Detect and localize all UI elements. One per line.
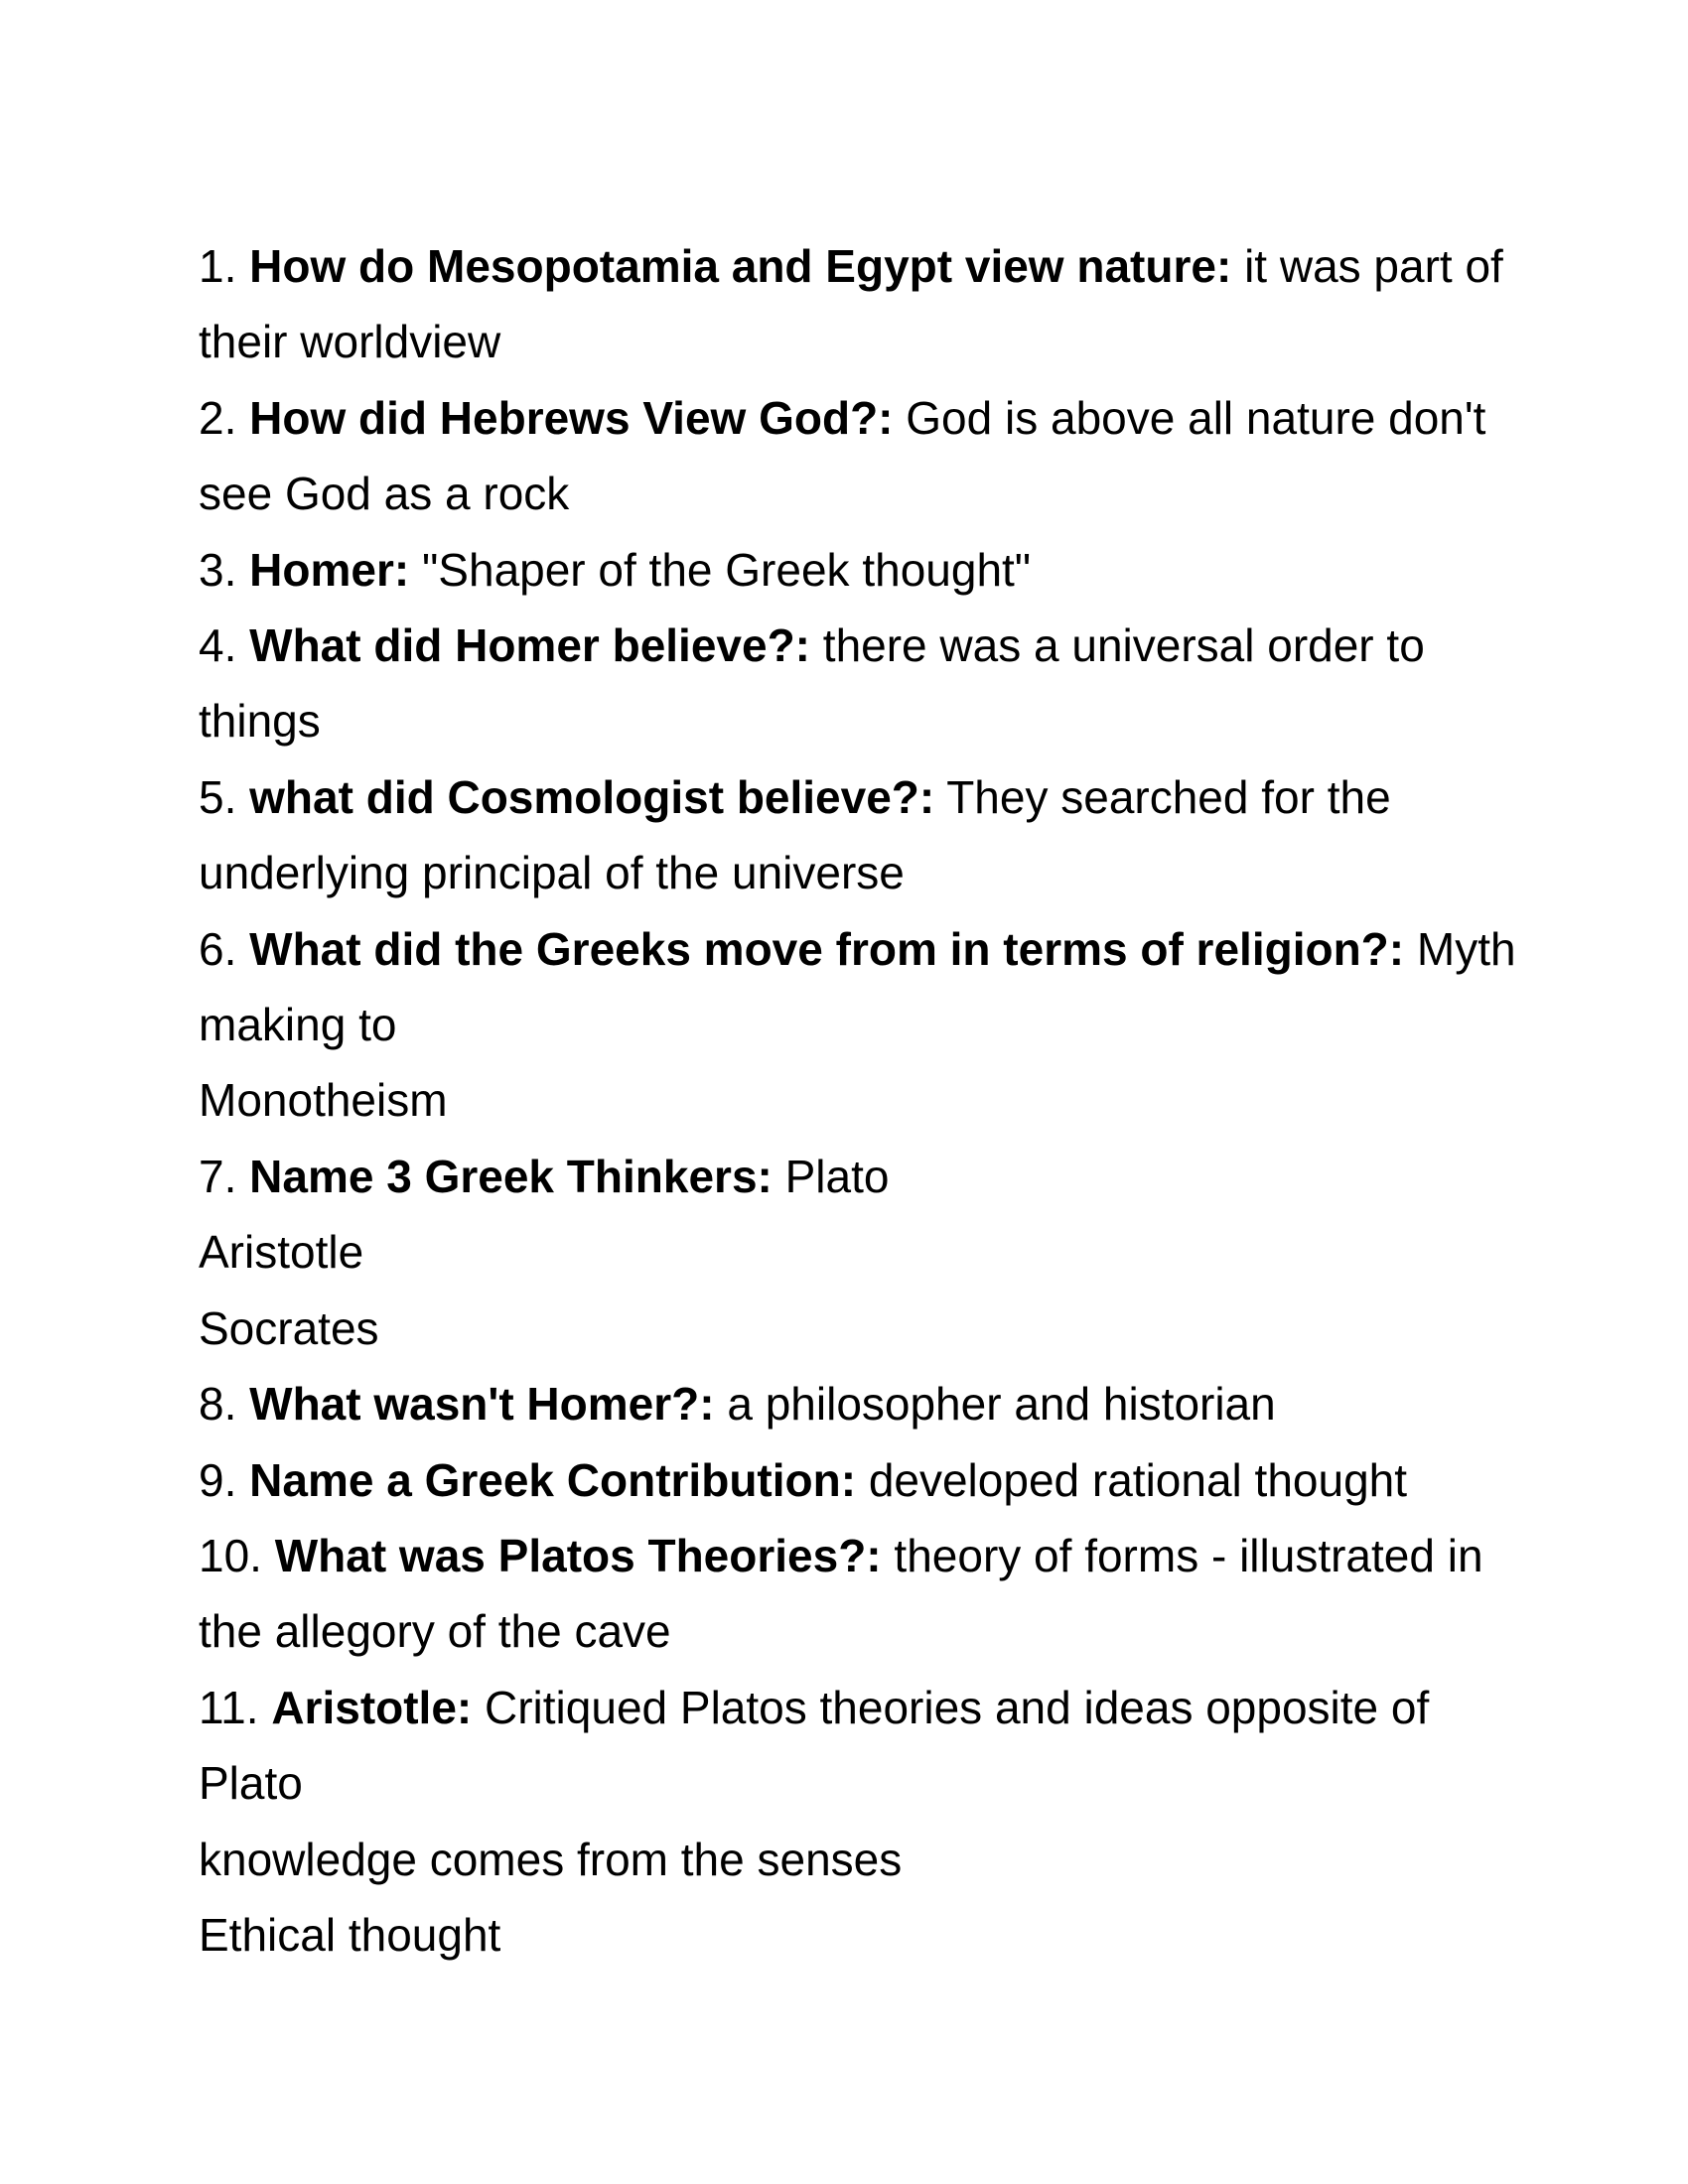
item-term: Name a Greek Contribution: [249, 1453, 857, 1506]
item-term: what did Cosmologist believe?: [249, 770, 935, 823]
item-10 [199, 1518, 1489, 1593]
item-number: 6. [199, 922, 237, 975]
item-number: 11. [199, 1681, 259, 1733]
item-2-continuation: see God as a rock [199, 468, 570, 520]
item-11 [199, 1670, 1489, 1745]
item-answer: a philosopher and historian [727, 1378, 1276, 1431]
item-answer: They searched for the [946, 770, 1391, 823]
item-number: 8. [199, 1378, 237, 1431]
item-1-continuation: their worldview [199, 316, 501, 368]
item-3 [199, 532, 1489, 608]
item-term: Aristotle: [271, 1681, 473, 1733]
item-term: How do Mesopotamia and Egypt view nature: [249, 240, 1232, 292]
item-4 [199, 608, 1489, 683]
item-term: What wasn't Homer?: [249, 1378, 715, 1431]
item-answer: theory of forms - illustrated in [894, 1529, 1483, 1581]
item-term: What was Platos Theories?: [274, 1529, 882, 1581]
item-number: 3. [199, 543, 237, 596]
item-answer: "Shaper of the Greek thought" [421, 543, 1032, 596]
item-term: How did Hebrews View God?: [249, 391, 894, 444]
item-number: 2. [199, 391, 237, 444]
item-number: 1. [199, 240, 237, 292]
item-5-continuation: underlying principal of the universe [199, 847, 905, 899]
item-11-continuation: Ethical thought [199, 1908, 501, 1961]
item-number: 7. [199, 1150, 237, 1202]
item-5 [199, 759, 1489, 835]
item-answer: God is above all nature don't [906, 391, 1486, 444]
study-notes [199, 228, 1516, 1973]
item-11-continuation: knowledge comes from the senses [199, 1833, 903, 1885]
item-7-continuation: Aristotle [199, 1226, 364, 1279]
item-2 [199, 380, 1489, 456]
item-term: What did Homer believe?: [249, 619, 811, 672]
item-number: 9. [199, 1453, 237, 1506]
item-7 [199, 1139, 1489, 1214]
item-6 [199, 911, 1516, 987]
item-answer: Myth [1416, 922, 1516, 975]
item-7-continuation: Socrates [199, 1301, 379, 1354]
item-6-continuation: making to [199, 999, 397, 1051]
item-9 [199, 1442, 1489, 1518]
item-8 [199, 1366, 1489, 1441]
item-number: 5. [199, 770, 237, 823]
item-number: 10. [199, 1529, 262, 1581]
item-answer: developed rational thought [868, 1453, 1408, 1506]
item-1 [199, 228, 1503, 304]
item-answer: there was a universal order to [822, 619, 1425, 672]
item-answer: it was part of [1244, 240, 1503, 292]
item-term: Homer: [249, 543, 410, 596]
item-number: 4. [199, 619, 237, 672]
item-answer: Plato [784, 1150, 890, 1202]
item-answer: Critiqued Platos theories and ideas opposite of [485, 1681, 1430, 1733]
item-term: What did the Greeks move from in terms of religion?: [249, 922, 1405, 975]
item-term: Name 3 Greek Thinkers: [249, 1150, 773, 1202]
item-4-continuation: things [199, 695, 321, 748]
item-10-continuation: the allegory of the cave [199, 1605, 671, 1658]
item-6-continuation: Monotheism [199, 1074, 448, 1127]
item-11-continuation: Plato [199, 1757, 303, 1810]
